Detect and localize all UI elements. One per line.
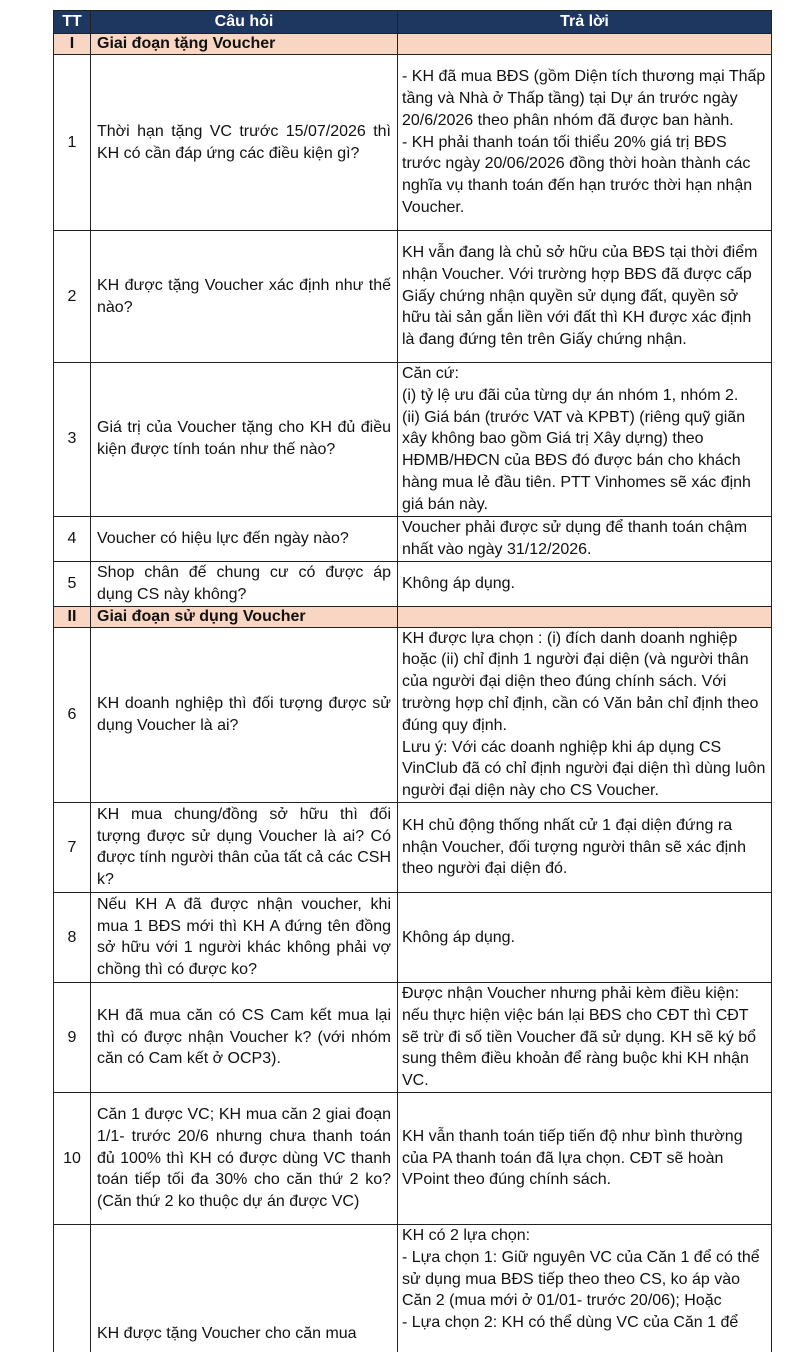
row-question: Giá trị của Voucher tặng cho KH đủ điều kiện được tính toán như thế nào? xyxy=(91,363,398,517)
table-row xyxy=(54,231,772,363)
table-row xyxy=(54,627,772,802)
row-answer: KH có 2 lựa chọn: - Lựa chọn 1: Giữ nguyên VC của Căn 1 để có thể sử dụng mua BĐS tiếp theo theo CS, ko áp vào Căn 2 (mua mới ở 01/01- trước 20/06); Hoặc - Lựa chọn 2: KH có thể dùng VC của Căn 1 để xyxy=(398,1224,772,1352)
row-question: KH doanh nghiệp thì đối tượng được sử dụng Voucher là ai? xyxy=(91,627,398,802)
row-answer: KH chủ động thống nhất cử 1 đại diện đứng ra nhận Voucher, đối tượng người thân sẽ xác định theo người đại diện đó. xyxy=(398,802,772,892)
row-question: Voucher có hiệu lực đến ngày nào? xyxy=(91,516,398,561)
row-question: KH được tặng Voucher xác định như thế nào? xyxy=(91,231,398,363)
row-number: 9 xyxy=(54,982,91,1092)
row-answer: - KH đã mua BĐS (gồm Diện tích thương mại Thấp tầng và Nhà ở Thấp tầng) tại Dự án trước ngày 20/6/2026 theo phân nhóm đã được ban hành. - KH phải thanh toán tối thiểu 20% giá trị BĐS trước ngày 20/06/2026 đồng thời hoàn thành các nghĩa vụ thanh toán đến hạn trước thời hạn nhận Voucher. xyxy=(398,55,772,231)
table-row xyxy=(54,802,772,892)
row-question: Căn 1 được VC; KH mua căn 2 giai đoạn 1/1- trước 20/6 nhưng chưa thanh toán đủ 100% thì KH có được dùng VC thanh toán tiếp tối đa 30% cho căn thứ 2 ko? (Căn thứ 2 ko thuộc dự án được VC) xyxy=(91,1092,398,1224)
section-title: Giai đoạn tặng Voucher xyxy=(91,34,398,55)
table-row xyxy=(54,892,772,982)
row-number: 1 xyxy=(54,55,91,231)
row-number: 7 xyxy=(54,802,91,892)
table-row xyxy=(54,55,772,231)
row-number: 10 xyxy=(54,1092,91,1224)
table-row xyxy=(54,363,772,517)
row-question: Nếu KH A đã được nhận voucher, khi mua 1 BĐS mới thì KH A đứng tên đồng sở hữu với 1 người khác không phải vợ chồng thì có được ko? xyxy=(91,892,398,982)
section-row xyxy=(54,606,772,627)
header-tt: TT xyxy=(54,11,91,34)
row-answer: Căn cứ: (i) tỷ lệ ưu đãi của từng dự án nhóm 1, nhóm 2. (ii) Giá bán (trước VAT và KPBT) (riêng quỹ giãn xây không bao gồm Giá trị Xây dựng) theo HĐMB/HĐCN của BĐS đó được bán cho khách hàng mua lẻ đầu tiên. PTT Vinhomes sẽ xác định giá bán này. xyxy=(398,363,772,517)
header-question: Câu hỏi xyxy=(91,11,398,34)
table-row xyxy=(54,516,772,561)
row-question: Shop chân đế chung cư có được áp dụng CS này không? xyxy=(91,561,398,606)
table-row xyxy=(54,1092,772,1224)
row-number xyxy=(54,1224,91,1352)
section-empty xyxy=(398,606,772,627)
row-number: 4 xyxy=(54,516,91,561)
section-empty xyxy=(398,34,772,55)
row-number: 3 xyxy=(54,363,91,517)
row-number: 2 xyxy=(54,231,91,363)
row-answer: KH vẫn thanh toán tiếp tiến độ như bình thường của PA thanh toán đã lựa chọn. CĐT sẽ hoàn VPoint theo đúng chính sách. xyxy=(398,1092,772,1224)
row-answer: Được nhận Voucher nhưng phải kèm điều kiện: nếu thực hiện việc bán lại BĐS cho CĐT thì CĐT sẽ trừ đi số tiền Voucher đã sử dụng. KH sẽ ký bổ sung thêm điều khoản để ràng buộc khi KH nhận VC. xyxy=(398,982,772,1092)
section-row xyxy=(54,34,772,55)
row-question: Thời hạn tặng VC trước 15/07/2026 thì KH có cần đáp ứng các điều kiện gì? xyxy=(91,55,398,231)
section-number: I xyxy=(54,34,91,55)
table-header-row xyxy=(54,11,772,34)
row-answer: Không áp dụng. xyxy=(398,892,772,982)
section-number: II xyxy=(54,606,91,627)
row-answer: Không áp dụng. xyxy=(398,561,772,606)
table-row xyxy=(54,1224,772,1352)
row-answer: Voucher phải được sử dụng để thanh toán chậm nhất vào ngày 31/12/2026. xyxy=(398,516,772,561)
row-answer: KH vẫn đang là chủ sở hữu của BĐS tại thời điểm nhận Voucher. Với trường hợp BĐS đã được cấp Giấy chứng nhận quyền sử dụng đất, quyền sở hữu tài sản gắn liền với đất thì KH được xác định là đang đứng tên trên Giấy chứng nhận. xyxy=(398,231,772,363)
table-row xyxy=(54,561,772,606)
row-question: KH đã mua căn có CS Cam kết mua lại thì có được nhận Voucher k? (với nhóm căn có Cam kết ở OCP3). xyxy=(91,982,398,1092)
header-answer: Trả lời xyxy=(398,11,772,34)
row-number: 5 xyxy=(54,561,91,606)
faq-table xyxy=(53,10,772,1352)
row-number: 8 xyxy=(54,892,91,982)
table-row xyxy=(54,982,772,1092)
section-title: Giai đoạn sử dụng Voucher xyxy=(91,606,398,627)
row-number: 6 xyxy=(54,627,91,802)
row-answer: KH được lựa chọn : (i) đích danh doanh nghiệp hoặc (ii) chỉ định 1 người đại diện (và người thân của người đại diện theo đúng chính sách. Với trường hợp chỉ định, cần có Văn bản chỉ định theo đúng quy định. Lưu ý: Với các doanh nghiệp khi áp dụng CS VinClub đã có chỉ định người đại diện thì dùng luôn người đại diện này cho CS Voucher. xyxy=(398,627,772,802)
row-question: KH được tặng Voucher cho căn mua xyxy=(91,1224,398,1352)
row-question: KH mua chung/đồng sở hữu thì đối tượng được sử dụng Voucher là ai? Có được tính người thân của tất cả các CSH k? xyxy=(91,802,398,892)
